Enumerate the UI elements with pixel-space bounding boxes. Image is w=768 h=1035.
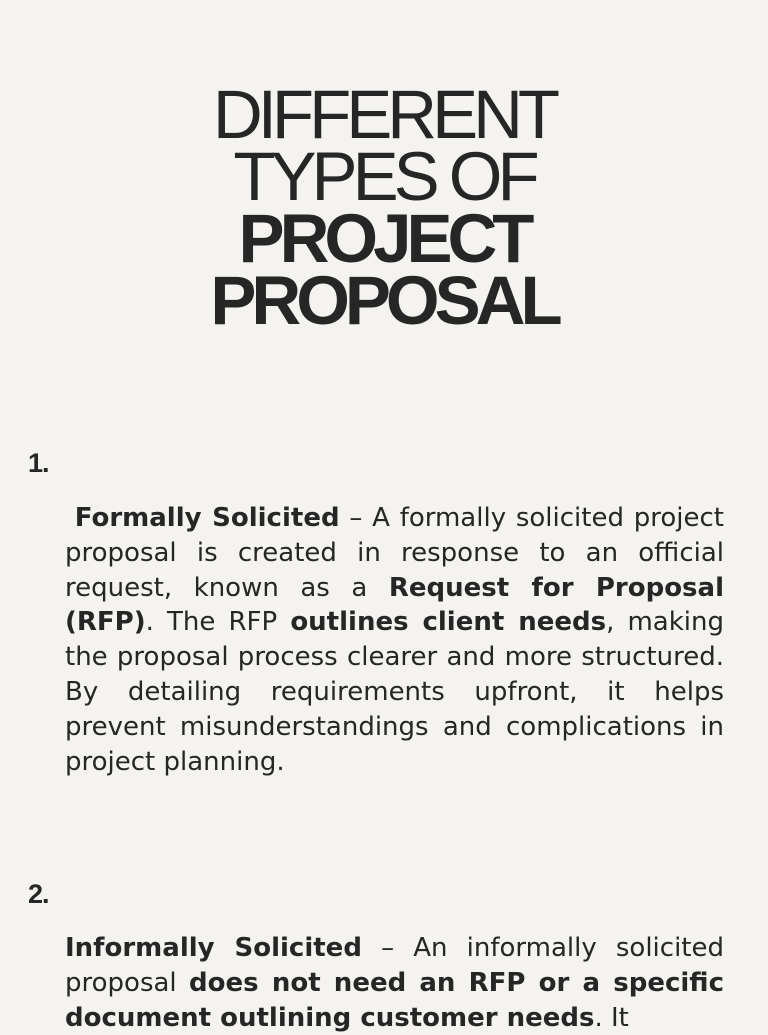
paragraph-text: . It <box>594 1002 629 1033</box>
title-line-different: DIFFERENT <box>212 76 556 153</box>
title-line-proposal: PROPOSAL <box>210 262 558 339</box>
paragraph-text: . The RFP <box>145 607 291 638</box>
title-line-types-of: TYPES OF <box>233 138 535 215</box>
item-number-1: 1. <box>28 448 49 478</box>
item-paragraph-formally-solicited <box>65 501 724 779</box>
paragraph-text: , making the proposal process clearer and more structured. By detailing requirements upfront, it helps prevent misunderstandings and complications in project planning. <box>65 607 724 777</box>
term-request-for-proposal: Request for Proposal (RFP) <box>65 572 724 638</box>
term-formally-solicited: Formally Solicited <box>74 503 340 533</box>
term-no-rfp-needed: does not need an RFP or a specific document outlining customer needs <box>65 967 724 1033</box>
item-number-2: 2. <box>28 879 49 909</box>
item-paragraph-informally-solicited <box>65 931 724 1035</box>
paragraph-text: – A formally solicited project proposal is created in response to an official request, known as a <box>65 503 724 603</box>
term-informally-solicited: Informally Solicited <box>65 933 362 963</box>
term-outlines-client-needs: outlines client needs <box>290 607 607 638</box>
page-title <box>0 76 768 339</box>
title-line-project: PROJECT <box>238 200 530 277</box>
paragraph-text: – An informally solicited proposal <box>65 933 724 998</box>
